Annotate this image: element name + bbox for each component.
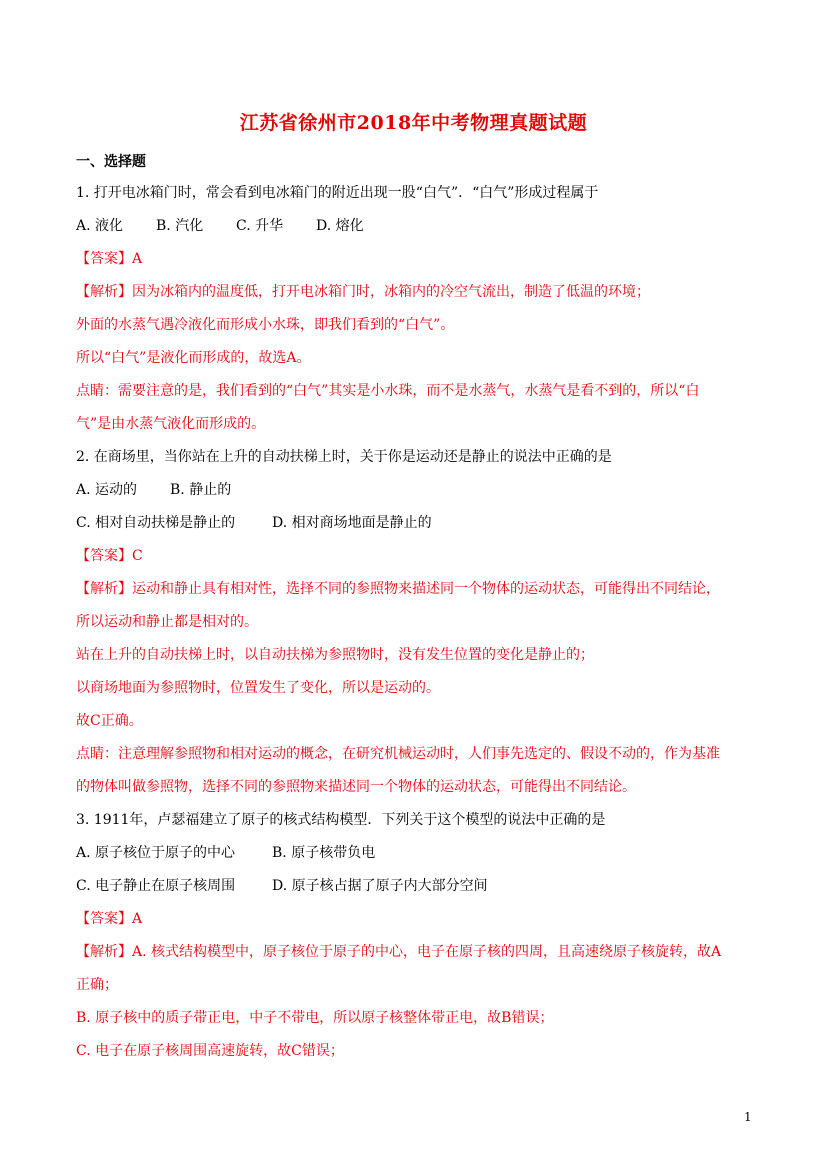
question-2-options-row2 xyxy=(76,513,432,533)
q2-option-b: B. 静止的 xyxy=(170,482,232,498)
q2-analysis-line: 所以运动和静止都是相对的。 xyxy=(76,614,258,630)
q2-option-c: C. 相对自动扶梯是静止的 xyxy=(76,515,236,531)
q3-option-b: B. 原子核带负电 xyxy=(272,845,376,861)
question-3-answer: 【答案】A xyxy=(76,911,143,927)
q1-option-c: C. 升华 xyxy=(236,218,284,234)
q1-analysis-line: 【解析】因为冰箱内的温度低，打开电冰箱门时，冰箱内的冷空气流出，制造了低温的环境； xyxy=(76,284,650,300)
question-1-answer: 【答案】A xyxy=(76,251,143,267)
q1-option-b: B. 汽化 xyxy=(156,218,204,234)
q3-option-a: A. 原子核位于原子的中心 xyxy=(76,845,236,861)
q3-analysis-line: 正确； xyxy=(76,977,118,993)
question-1-stem: 1. 打开电冰箱门时，常会看到电冰箱门的附近出现一股“白气”．“白气”形成过程属于 xyxy=(76,185,599,201)
question-1-options xyxy=(76,216,364,236)
q2-analysis-line: 以商场地面为参照物时，位置发生了变化，所以是运动的。 xyxy=(76,680,440,696)
q3-analysis-line: B. 原子核中的质子带正电，中子不带电，所以原子核整体带正电，故B错误； xyxy=(76,1010,554,1026)
q1-analysis-line: 外面的水蒸气遇冷液化而形成小水珠，即我们看到的“白气”。 xyxy=(76,317,455,333)
question-2-answer: 【答案】C xyxy=(76,548,143,564)
question-2-options-row1 xyxy=(76,480,231,500)
question-3-stem: 3. 1911年，卢瑟福建立了原子的核式结构模型．下列关于这个模型的说法中正确的是 xyxy=(76,812,606,828)
q2-analysis-line: 点睛：注意理解参照物和相对运动的概念，在研究机械运动时，人们事先选定的、假设不动的，作为基准 xyxy=(76,746,720,762)
q3-analysis-line: C. 电子在原子核周围高速旋转，故C错误； xyxy=(76,1043,344,1059)
q3-analysis-line: 【解析】A. 核式结构模型中，原子核位于原子的中心，电子在原子核的四周，且高速绕原子核旋转，故A xyxy=(76,944,722,960)
q1-option-d: D. 熔化 xyxy=(316,218,364,234)
q1-analysis-line: 所以“白气”是液化而形成的，故选A。 xyxy=(76,350,311,366)
q1-analysis-line: 气”是由水蒸气液化而形成的。 xyxy=(76,416,266,432)
q3-option-c: C. 电子静止在原子核周围 xyxy=(76,878,236,894)
question-3-options-row1 xyxy=(76,843,375,863)
q2-analysis-line: 的物体叫做参照物，选择不同的参照物来描述同一个物体的运动状态，可能得出不同结论。 xyxy=(76,779,636,795)
question-3-options-row2 xyxy=(76,876,488,896)
page-title: 江苏省徐州市2018年中考物理真题试题 xyxy=(239,112,588,134)
q1-option-a: A. 液化 xyxy=(76,218,124,234)
question-2-stem: 2. 在商场里，当你站在上升的自动扶梯上时，关于你是运动还是静止的说法中正确的是 xyxy=(76,449,612,465)
q1-analysis-line: 点睛：需要注意的是，我们看到的“白气”其实是小水珠，而不是水蒸气，水蒸气是看不到的，所以“白 xyxy=(76,383,700,399)
q2-analysis-line: 站在上升的自动扶梯上时，以自动扶梯为参照物时，没有发生位置的变化是静止的； xyxy=(76,647,594,663)
q3-option-d: D. 原子核占据了原子内大部分空间 xyxy=(272,878,488,894)
q2-analysis-line: 故C正确。 xyxy=(76,713,143,729)
q2-analysis-line: 【解析】运动和静止具有相对性，选择不同的参照物来描述同一个物体的运动状态，可能得出不同结论， xyxy=(76,581,720,597)
section-heading: 一、选择题 xyxy=(76,154,146,170)
page-number: 1 xyxy=(744,1110,752,1124)
q2-option-d: D. 相对商场地面是静止的 xyxy=(272,515,432,531)
q2-option-a: A. 运动的 xyxy=(76,482,138,498)
